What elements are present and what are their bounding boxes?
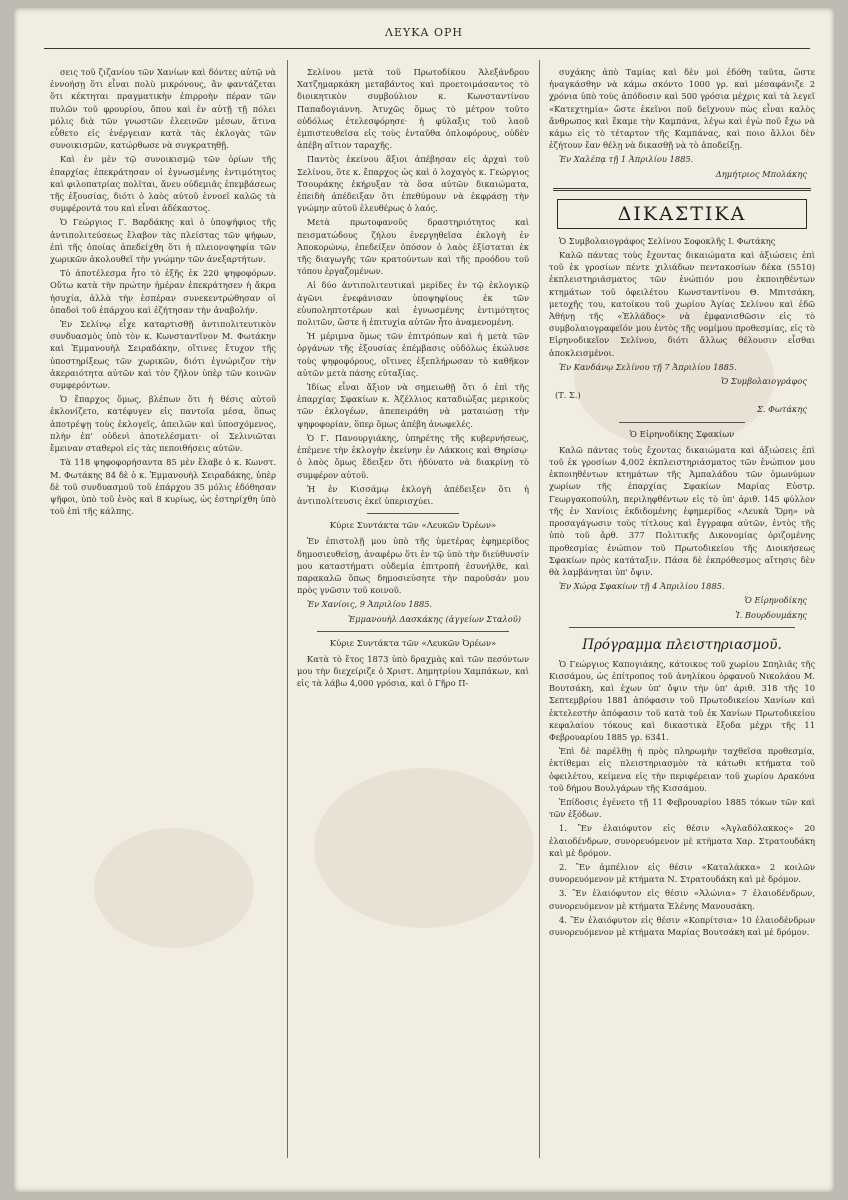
- section-separator: [367, 513, 459, 514]
- notice-paragraph: Καλῶ πάντας τοὺς ἔχοντας δικαιώματα καὶ ἀξιώσεις ἐπὶ τοῦ ἐκ γροσίων 4,002 ἐκπλειστηριάσματος τῶν ἐνώπιον μου ἐκποιηθέντων κτημάτων τῆς Ἀμπαλάδου τῶν ὁμωνύμων χωρίων τῆς ἐπαρχίας Σφακίων Μαρίας Εὐστρ. Γεωργακοπούλη, περιληφθέντων εἰς τὸ ὑπ' ἀριθ. 145 φύλλον τῆς ἐν Χανίοις ἐκδιδομένης ἐφημερίδος «Λευκὰ Ὄρη» νὰ προσαγάγωσιν τοὺς τίτλους καὶ ἔγγραφα αὐτῶν, ἐντὸς τῆς ὑπὸ τοῦ ἄρθ. 377 Πολιτικῆς Δικονομίας ὁριζομένης προθεσμίας ἐνώπιον τοῦ Πρωτοδικείου τῆς Διοικήσεως Σφακίων πρὸς κατάταξιν. Πάσα δὲ ἐκπρόθεσμος αἴτησις δὲν θὰ λαμβάνηται ὑπ' ὄψιν.: [549, 444, 815, 577]
- article-paragraph: Τὸ ἀποτέλεσμα ἦτο τὸ ἑξῆς ἐκ 220 ψηφοφόρων. Οὕτω κατὰ τὴν πρώτην ἡμέραν ἐπεκράτησεν ἡ ἄκρα ἡσυχία, ἀλλὰ τὴν ἑσπέραν συνεκεντρώθησαν οἱ ὀπαδοὶ τοῦ ἐπάρχου καὶ ἐζήτησαν τὴν ἀναβολήν.: [50, 268, 276, 315]
- right-column: [549, 66, 815, 1162]
- letter-dateline: Ἐν Χανίοις, 9 Ἀπριλίου 1885.: [307, 599, 433, 610]
- column-divider: [539, 60, 540, 1158]
- letter-body: Κατὰ τὸ ἔτος 1873 ὑπὸ δραχμὰς καὶ τῶν πεσόντων μου τὴν διεχείριζε ὁ Χριστ. Δημητρίου Χαμπάκων, καὶ εἰς τὰ λάβω 4,000 γρόσια, καὶ ὁ Γῆρο Π-: [297, 653, 529, 689]
- notice-paragraph: Ὁ Γεώργιος Καπογιάκης, κάτοικος τοῦ χωρίου Σπηλιᾶς τῆς Κισσάμου, ὡς ἐπίτροπος τοῦ ἀνηλίκου ὀρφανοῦ Νικολάου Μ. Βουτσάκη, καὶ ἐχων ὑπ' ὄψιν τὴν ὑπ' ἀριθ. 318 τῆς 10 Σεπτεμβρίου 1881 ἀπόφασιν τοῦ Πρωτοδικείου Χανίων καὶ ἐκτελεστὴν ἀπόφασιν τοῦ κατὰ τοῦ ἐκ Χανίων Πρωτοδικείου κεφαλαίου τόκους καὶ δικαστικὰ ἔξοδα μέχρι τῆς 11 Φεβρουαρίου 1885 γρ. 6341.: [549, 658, 815, 742]
- article-paragraph: Παντὸς ἐκείνου ἄξιοι ἀπέβησαν εἰς ἀρχαὶ τοῦ Σελίνου, ὅτε κ. ἔπαρχος ὡς καὶ ὁ λοχαγὸς κ. Γεώργιος Τσουράκης ἐκήρυξαν τὰ ὅσα αὐτῶν δικαιώματα, ἐπειδὴ ἀπέδειξαν ὅτι ἐπεθύμουν νὰ ἐκφράσῃ τὴν γνώμην αὐτοῦ ἐλευθέρως ὁ λαός.: [297, 154, 529, 214]
- middle-column: [297, 66, 529, 1162]
- article-paragraph: Σελίνου μετὰ τοῦ Πρωτοδίκου Ἀλεξάνδρου Χατζημαρκάκη μεταβάντος καὶ προετοιμάσαντος τὸ διοικητικὸν συμβούλιον κ. Κωνσταντίνου Παπαδογιάννη. Ἀτυχῶς ὅμως τὸ μέτρον τοῦτο οὐδόλως ἐτελεσφόρησε· ἡ φύλαξις τοῦ λαοῦ ἐμπιστευθεῖσα εἰς τοὺς ἐνταῦθα ὁπλοφόρους, οὐδὲν ἀπέβη αἴτιον ταραχῆς.: [297, 67, 529, 151]
- notice-signature: Ἰ. Βουρδουμάκης: [735, 609, 807, 620]
- article-paragraph: Ἡ ἐν Κισσάμῳ ἐκλογὴ ἀπέδειξεν ὅτι ἡ ἀντιπολίτευσις ἐκεῖ ὑπερισχύει.: [297, 483, 529, 506]
- notice-paragraph: 2. Ἓν ἀμπέλιον εἰς θέσιν «Καταλάκκα» 2 κοιλῶν συνορευόμενον μὲ κτήματα Ν. Στρατουδάκη καὶ μὲ δρόμον.: [549, 861, 815, 885]
- article-paragraph: Καὶ ἐν μὲν τῷ συνοικισμῷ τῶν ὁρίων τῆς ἐπαρχίας ἐπεκράτησαν οἱ ἐγνωσμένης ἐντιμότητος καὶ φιλοπατρίας πολῖται, ἄνευ οὐδεμιᾶς ἐπεμβάσεως τῆς ἐξουσίας, διότι ὁ λαὸς αὐτοῦ ἐννοεῖ καλῶς τὰ συμφέροντά του καὶ εἶναι ἀδέκαστος.: [50, 154, 276, 214]
- notice-stamp: (Τ. Σ.): [555, 390, 581, 401]
- notice-signature-label: Ὁ Συμβολαιογράφος: [721, 376, 807, 387]
- notice-paragraph: 1. Ἓν ἐλαιόφυτον εἰς θέσιν «Ἀγλαδόλακκος» 20 ἐλαιοδένδρων, συνορευόμενον μὲ κτήματα Χαρ. Στρατουδάκη καὶ μὲ δρόμον.: [549, 823, 815, 858]
- masthead-title: ΛΕΥΚΑ ΟΡΗ: [385, 26, 463, 39]
- letter-body: Ἐν ἐπιστολῇ μου ὑπὸ τῆς ὑμετέρας ἐφημερίδος δημοσιευθείσῃ, ἀναφέρω ὅτι ἐν τῷ ὑπὸ τὴν διεύθυνσίν μου καταστήματι οὐδεμία ἐπιτροπὴ ἐσυνήλθε, καὶ παρακαλῶ ὅπως δημοσιεύσητε τὴν παροῦσάν μου πρὸς γνῶσιν τοῦ κοινοῦ.: [297, 536, 529, 596]
- article-paragraph: Ὁ Γεώργιος Γ. Βαρδάκης καὶ ὁ ὑποψήφιος τῆς ἀντιπολιτεύσεως ἔλαβον τὰς πλείστας τῶν ψήφων, ἐπὶ τῆς ὁποίας ἀπεδείχθη ὅτι ἡ πλειονοψηφία τῶν χωρικῶν ἀκολουθεῖ τὴν γνώμην τῶν ἀνεξαρτήτων.: [50, 217, 276, 265]
- article-paragraph: Ἡ μέριμνα ὅμως τῶν ἐπιτρόπων καὶ ἡ μετὰ τῶν ὀργάνων τῆς ἐξουσίας ἐπέμβασις οὐδόλως ἐκώλυσε τοὺς ψηφοφόρους, οἵτινες ἐξεπλήρωσαν τὸ καθῆκον αὐτῶν μετὰ πάσης εὐταξίας.: [297, 331, 529, 378]
- section-separator: [317, 631, 509, 632]
- notice-paragraph: 3. Ἓν ἐλαιόφυτον εἰς θέσιν «Ἀλώνια» 7 ἐλαιοδένδρων, συνορευόμενον μὲ κτήματα Ἐλένης Μανουσάκη.: [549, 888, 815, 911]
- newspaper-page: [14, 8, 834, 1192]
- letter-signature: Ἐμμανουὴλ Δασκάκης (ἀγγείων Σταλοῦ): [348, 613, 521, 624]
- article-paragraph: Ὁ Γ. Πανουργιάκης, ὑπηρέτης τῆς κυβερνήσεως, ἐπέμενε τὴν ἐκλογὴν ἐκείνην ἐν Λάκκοις καὶ Θηρίσῳ· ὁ λαὸς ὅμως ἔδειξεν ὅτι ἠδύνατο νὰ διακρίνῃ τὸ συμφέρον αὐτοῦ.: [297, 432, 529, 480]
- notice-heading: Ὁ Εἰρηνοδίκης Σφακίων: [629, 429, 735, 440]
- article-paragraph: Μετὰ πρωτοφανοῦς δραστηριότητος καὶ πεισματώδους ζήλου ἐνεργηθεῖσα ἐκλογὴ ἐν Ἀποκορώνῳ, ἐπεδείξεν ὁπόσον ὁ λαὸς ἐξίσταται ἐκ τῆς διαγωγῆς τῶν κρατούντων καὶ τῆς προόδου τοῦ τόπου ἐργαζομένων.: [297, 217, 529, 277]
- notice-paragraph: Καλῶ πάντας τοὺς ἔχοντας δικαιώματα καὶ ἀξιώσεις ἐπὶ τοῦ ἐκ γροσίων πέντε χιλιάδων πεντακοσίων δέκα (5510) ἐκπλειστηριάσματος τῶν ἐνώπιόν μου ἐκποιηθέντων κτημάτων τοῦ ὀφειλέτου Κωνσταντίνου Θ. Μπιτσάκη, μετοχῆς του, κατοίκου τοῦ χωρίου Ἀγίας Σελίνου καὶ ἐδῶ Ἀθήνῃ τῆς «Ἐλλάδος» νὰ ἐμφανισθῶσιν εἰς τὸ συμβολαιογραφεῖόν μου ἐντὸς τῆς νομίμου προθεσμίας, εἰς τὸ Εἰρηνοδικεῖον Σελίνου, διότι ἄλλως θέλουσιν εἶσθαι ἀποκλεισμένοι.: [549, 250, 815, 358]
- notice-dateline: Ἐν Κανδάνῳ Σελίνου τῇ 7 Ἀπριλίου 1885.: [559, 361, 737, 372]
- article-paragraph: Ἰδίως εἶναι ἄξιον νὰ σημειωθῇ ὅτι ὁ ἐπὶ τῆς ἐπαρχίας Σφακίων κ. Ἀζέλλιος καταδιώξας μερικοὺς τῶν ἐκλογέων, ἀπεπειράθη νὰ ματαιώσῃ τὴν ψηφοφορίαν, ὅπερ ὅμως ἀπέβη ἀνωφελές.: [297, 382, 529, 429]
- section-separator: [569, 627, 795, 628]
- section-heading-auction: Πρόγραμμα πλειστηριασμοῦ.: [582, 636, 782, 653]
- article-paragraph: Αἱ δύο ἀντιπολιτευτικαὶ μερίδες ἐν τῷ ἐκλογικῷ ἀγῶνι ἐνεφάνισαν ὑποψηφίους ἐκ τῶν εὐυποληπτοτέρων καὶ ἐγνωσμένης ἐντιμότητος πολιτῶν, ὥστε ἡ ἐπιτυχία αὐτῶν ἦτο ἀναμενομένη.: [297, 280, 529, 328]
- left-column: [50, 66, 276, 1162]
- notice-paragraph: Ἐπὶ δὲ παρέλθῃ ἡ πρὸς πληρωμὴν ταχθεῖσα προθεσμία, ἐκτίθεμαι εἰς πλειστηριασμὸν τὰ κάτωθι κτήματα τοῦ ὀφειλέτου, κείμενα εἰς τὴν περιφέρειαν τοῦ χωρίου Δρακόνα τοῦ δήμου Βουλγάρων τῆς Κισσάμου.: [549, 746, 815, 793]
- letter-dateline: Ἐν Χαλέπᾳ τῇ 1 Ἀπριλίου 1885.: [559, 154, 694, 165]
- article-paragraph: Ὁ ἔπαρχος ὅμως, βλέπων ὅτι ἡ θέσις αὐτοῦ ἐκλονίζετο, κατέφυγεν εἰς παντοῖα μέσα, ὅπως ἀποτρέψῃ τοὺς ἐκλογεῖς, ἀπειλῶν καὶ ὑποσχόμενος, πλὴν ἐπ' οὐδενὶ ἀποτελέσματι· οἱ Σελινιῶται ἔμειναν σταθεροὶ εἰς τὰς πεποιθήσεις αὐτῶν.: [50, 394, 276, 454]
- letter-body: συχάκης ἀπὸ Ταμίας καὶ δὲν μοὶ ἐδόθη ταῦτα, ὥστε ἠναγκάσθην νὰ κάμω σκόντο 1000 γρ. καὶ μέσαφάνιζε 2 χρόνια ὑπὸ τοὺς ἀπόδοσιν καὶ 500 γρόσια μέχρις καὶ τὰ λεγεῖ «Κατεχτημία» ὥστε ἐκεῖνοι ποῦ δεῖχνουν πὼς εἶναι καλὸς ἄνθρωπος καὶ ἔκαμε τὴν Καμπάνα, λέγω καὶ ἐγὼ ποῦ ἔχω νὰ κάμω εἰς τὸ τέταρτον τῆς Καμπάνας, καὶ ποιο ἄλλοι δὲν ἐζήτουν ἔαν θέλῃ νὰ δικασθῇ νὰ τὸ ἀποδείξῃ.: [549, 67, 815, 151]
- section-separator: [553, 188, 811, 191]
- article-paragraph: Ἐν Σελίνῳ εἶχε καταρτισθῇ ἀντιπολιτευτικὸν συνδυασμὸς ὑπὸ τὸν κ. Κωνσταντῖνον Μ. Φωτάκην καὶ Ἐμμανουὴλ Σειραδάκην, οἵτινες ἔτυχον τῆς ὑποστηρίξεως τῶν χωρικῶν, διότι ἐγνώριζον τὴν ἀκεραιότητα αὐτῶν καὶ τὸν ζῆλον ὑπὲρ τῶν κοινῶν συμφερόντων.: [50, 319, 276, 391]
- letter-heading: Κύριε Συντάκτα τῶν «Λευκῶν Ὀρέων»: [329, 638, 497, 649]
- notice-signature: Σ. Φωτάκης: [757, 404, 807, 415]
- masthead-rule: [44, 48, 810, 49]
- letter-heading: Κύριε Συντάκτα τῶν «Λευκῶν Ὀρέων»: [329, 521, 497, 532]
- notice-signature-label: Ὁ Εἰρηνοδίκης: [744, 595, 807, 606]
- notice-paragraph: Ὁ Συμβολαιογράφος Σελίνου Σοφοκλῆς Ι. Φωτάκης: [559, 235, 776, 246]
- article-paragraph: Τὰ 118 ψηφοφορήσαντα 85 μὲν ἔλαβε ὁ κ. Κωνστ. Μ. Φωτάκης 84 δὲ ὁ κ. Ἐμμανουὴλ Σειραδάκης, ὑπὲρ δὲ τοῦ συνδυασμοῦ τοῦ ἐπάρχου 35 μόλις ἐδόθησαν ψῆφοι, ὑπὸ τοῦ ἑνὸς καὶ 8 κυρίως, ὡς ἐστηρίχθη ὑπὸ τοῦ ἐπὶ τῆς κάλπης.: [50, 457, 276, 517]
- notice-paragraph: 4. Ἓν ἐλαιόφυτον εἰς θέσιν «Κοπρίτσια» 10 ἐλαιοδένδρων συνορευόμενον μὲ κτήματα Μαρίας Βουτσάκη καὶ μὲ δρόμον.: [549, 914, 815, 937]
- article-paragraph: σεις τοῦ ζιζανίου τῶν Χανίων καὶ δόντες αὐτῷ νὰ ἐννοήσῃ ὅτι εἶναι πολὺ μικρόνους, ἂν φαντάζεται ὅτι κέκτηται πραγματικὴν ἐπιρροὴν πέραν τῶν πυλῶν τοῦ φρουρίου, ὅπου καὶ ἐν αὐτῇ τῇ πόλει μόλις διὰ τῶν γνωστῶν ἐλεεινῶν μέσων, ἅτινα εὗθετο εἰς ἐνέργειαν κατὰ τὰς ἐκλογὰς τῶν συνοικισμῶν, κατώρθωσε νὰ συγκρατηθῇ.: [50, 67, 276, 151]
- notice-dateline: Ἐν Χώρᾳ Σφακίων τῇ 4 Ἀπριλίου 1885.: [559, 581, 725, 592]
- column-divider: [287, 60, 288, 1158]
- section-heading-legal: ΔΙΚΑΣΤΙΚΑ: [557, 199, 807, 229]
- notice-paragraph: Ἐπίδοσις ἐγένετο τῇ 11 Φεβρουαρίου 1885 τόκων τῶν καὶ τῶν ἐξόδων.: [549, 796, 815, 820]
- letter-signature: Δημήτριος Μπολάκης: [715, 168, 807, 179]
- section-separator: [619, 422, 745, 423]
